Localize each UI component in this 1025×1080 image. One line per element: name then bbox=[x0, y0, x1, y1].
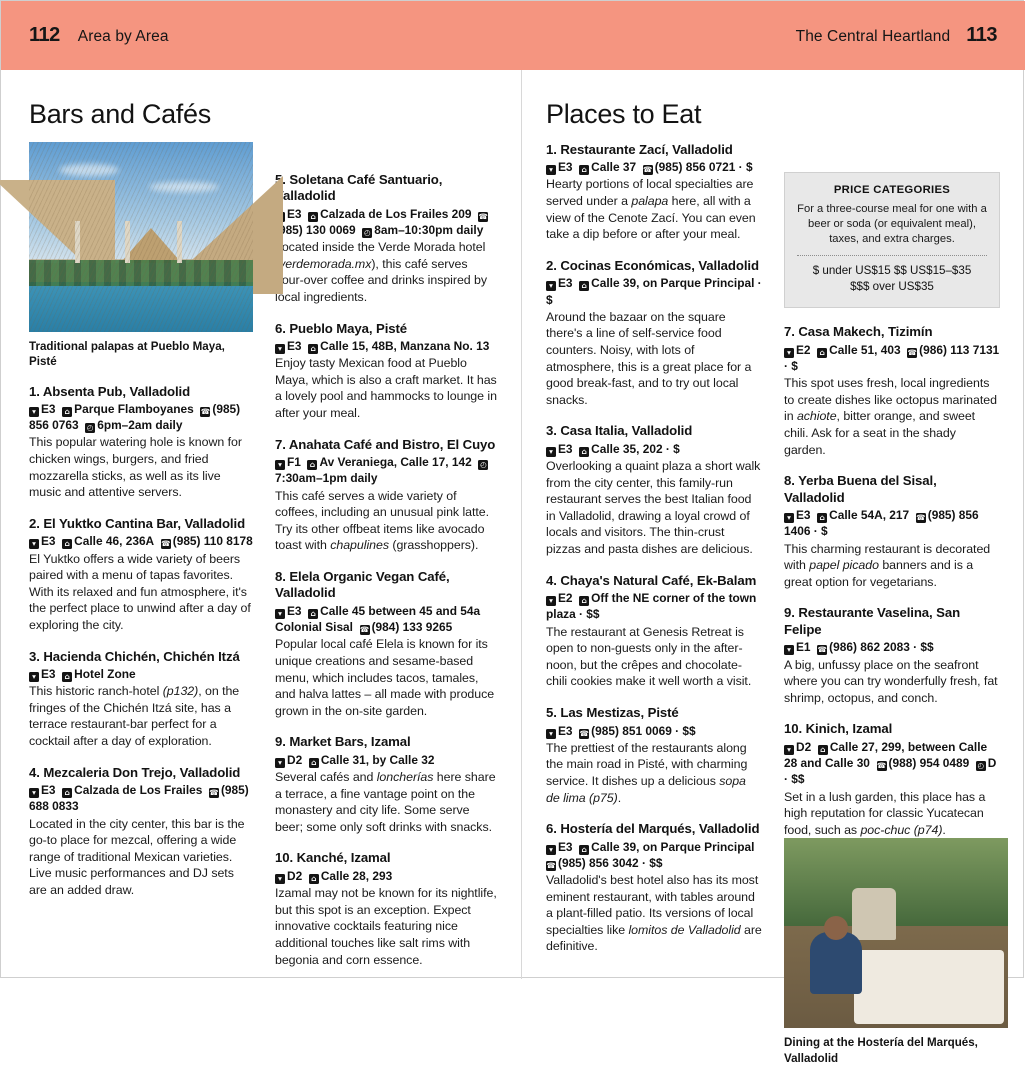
right-page bbox=[546, 70, 1001, 1065]
listing-title: 1. Restaurante Zací, Valladolid bbox=[546, 141, 733, 157]
listing-title: 8. Yerba Buena del Sisal, Valladolid bbox=[784, 473, 937, 505]
left-running-title: Area by Area bbox=[77, 28, 169, 45]
fountain-shape bbox=[852, 888, 896, 940]
listing-title: 5. Soletana Café Santuario, Valladolid bbox=[275, 171, 443, 204]
map-pin-icon: ▾ bbox=[546, 165, 556, 175]
listing-entry bbox=[29, 516, 253, 634]
left-column-two bbox=[275, 142, 499, 969]
listing-description: The prettiest of the restaurants along the main road in Pisté, with charming service. It dishes up a delicious sopa de lima (p75). bbox=[546, 740, 748, 805]
phone-icon: ☎ bbox=[161, 539, 171, 549]
palapas-photo bbox=[29, 142, 253, 332]
listing-meta-text: E3 bbox=[558, 723, 580, 738]
left-page-number: 112 bbox=[29, 24, 60, 46]
listing-title: 10. Kanché, Izamal bbox=[275, 850, 391, 866]
listing-meta bbox=[546, 275, 762, 307]
listing-meta bbox=[275, 206, 499, 238]
listing-meta-text: Parque Flamboyanes bbox=[74, 402, 201, 416]
listing-entry bbox=[546, 142, 762, 243]
address-icon: ⌂ bbox=[308, 344, 318, 354]
left-columns bbox=[29, 142, 499, 969]
right-running-title: The Central Heartland bbox=[795, 28, 951, 45]
listing-entry bbox=[546, 573, 762, 690]
listing-title: 2. Cocinas Económicas, Valladolid bbox=[546, 257, 759, 273]
header-left-group bbox=[29, 24, 169, 47]
listing-entry bbox=[29, 384, 253, 501]
address-icon: ⌂ bbox=[579, 281, 589, 291]
listing-description: This café serves a wide variety of coffees, including an unusual pink latte. Try its other offbeat items like avocado toast with chapulines (grasshoppers). bbox=[275, 488, 490, 553]
listing-meta-text: (986) 113 7131 · $ bbox=[784, 342, 1000, 373]
dining-table bbox=[854, 950, 1004, 1024]
listing-title: 3. Casa Italia, Valladolid bbox=[546, 423, 693, 439]
right-column-one bbox=[546, 142, 762, 955]
listing-meta-text: Av Veraniega, Calle 17, 142 bbox=[319, 455, 479, 470]
listing-meta-text: 7:30am–1pm daily bbox=[275, 471, 378, 486]
right-columns bbox=[546, 142, 1001, 1080]
listing-description: A big, unfussy place on the seafront where you can try wonderfully fresh, fat shrimp, octopus, and conch. bbox=[784, 657, 998, 705]
listing-meta bbox=[546, 839, 762, 871]
page-body bbox=[1, 70, 1025, 1065]
listing-meta-text: 8am–10:30pm daily bbox=[374, 222, 484, 237]
listing-meta-text: E3 bbox=[287, 603, 309, 618]
map-pin-icon: ▾ bbox=[29, 672, 39, 682]
listing-entry bbox=[275, 734, 499, 835]
listing-meta-text: E3 bbox=[558, 276, 580, 291]
listing-meta bbox=[546, 723, 762, 739]
right-section-title: Places to Eat bbox=[546, 99, 702, 129]
listing-entry bbox=[275, 321, 499, 422]
bars-listing-column-two bbox=[275, 172, 499, 969]
listing-meta bbox=[784, 639, 1000, 655]
listing-title: 9. Market Bars, Izamal bbox=[275, 734, 411, 750]
listing-meta-text: Calle 39, on Parque Principal · $ bbox=[546, 276, 762, 307]
listing-meta bbox=[546, 441, 762, 457]
map-pin-icon: ▾ bbox=[275, 758, 285, 768]
thatch-texture bbox=[29, 142, 253, 332]
listing-meta-text: Calle 39, on Parque Principal bbox=[591, 839, 758, 854]
map-pin-icon: ▾ bbox=[546, 281, 556, 291]
listing-description: The restaurant at Genesis Retreat is open to non-guests only in the after-noon, but the crêpes and chocolate-chili cookies make it well worth a visit. bbox=[546, 624, 752, 689]
address-icon: ⌂ bbox=[579, 845, 589, 855]
address-icon: ⌂ bbox=[62, 672, 72, 682]
listing-entry bbox=[546, 821, 762, 955]
price-categories-box bbox=[784, 172, 1000, 309]
listing-entry bbox=[275, 850, 499, 968]
phone-icon: ☎ bbox=[579, 728, 589, 738]
listing-meta-text: (985) 856 3042 · $$ bbox=[558, 855, 663, 870]
map-pin-icon: ▾ bbox=[275, 874, 285, 884]
address-icon: ⌂ bbox=[579, 596, 589, 606]
listing-entry bbox=[275, 437, 499, 554]
listing-description: Set in a lush garden, this place has a high reputation for classic Yucatecan food, such as poc-chuc (p74). bbox=[784, 789, 986, 837]
phone-icon: ☎ bbox=[546, 860, 556, 870]
listing-meta-text: D2 bbox=[287, 868, 309, 883]
eat-listing-column-one bbox=[546, 142, 762, 955]
patio-greenery bbox=[784, 838, 1008, 925]
address-icon: ⌂ bbox=[817, 348, 827, 358]
listing-meta-text: Calle 45 between 45 and 54a Colonial Sisal bbox=[275, 603, 481, 635]
address-icon: ⌂ bbox=[309, 874, 319, 884]
listing-entry bbox=[29, 649, 253, 750]
map-pin-icon: ▾ bbox=[29, 407, 39, 417]
phone-icon: ☎ bbox=[876, 761, 887, 771]
phone-icon: ☎ bbox=[478, 211, 488, 221]
left-page bbox=[29, 70, 499, 979]
listing-title: 6. Pueblo Maya, Pisté bbox=[275, 320, 408, 336]
map-pin-icon: ▾ bbox=[784, 513, 794, 523]
listing-meta-text: 6pm–2am daily bbox=[97, 418, 183, 433]
price-box-tier-two: $$$ over US$35 bbox=[850, 279, 934, 293]
listing-meta-text: E3 bbox=[41, 667, 63, 682]
listing-meta-text: E2 bbox=[796, 342, 818, 357]
listing-description: Enjoy tasty Mexican food at Pueblo Maya, which is also a craft market. It has a lovely pool and hammocks to lounge in after your meal. bbox=[275, 356, 497, 421]
clock-icon: ◴ bbox=[977, 761, 985, 771]
listing-description: This charming restaurant is decorated with papel picado banners and is a great option for vegetarians. bbox=[784, 541, 991, 589]
bars-listing-column-one bbox=[29, 384, 253, 899]
map-pin-icon: ▾ bbox=[29, 788, 39, 798]
listing-description: Izamal may not be known for its nightlife, but this spot is an exception. Expect innovative cocktails featuring nice additional touches like salt rims with begonia and corn essence. bbox=[275, 886, 497, 967]
listing-meta bbox=[29, 401, 253, 433]
listing-title: 9. Restaurante Vaselina, San Felipe bbox=[784, 605, 961, 637]
map-pin-icon: ▾ bbox=[275, 344, 285, 354]
clock-icon: ◴ bbox=[86, 423, 94, 433]
listing-meta-text: (984) 133 9265 bbox=[371, 620, 453, 635]
address-icon: ⌂ bbox=[62, 788, 72, 798]
listing-meta-text: Hotel Zone bbox=[74, 667, 136, 682]
map-pin-icon: ▾ bbox=[784, 745, 794, 755]
diner-figure bbox=[810, 932, 862, 994]
listing-description: Located inside the Verde Morada hotel (verdemorada.mx), this café serves pour-over coffee and drinks inspired by local ingredients. bbox=[275, 240, 488, 304]
phone-icon: ☎ bbox=[359, 625, 370, 635]
address-icon: ⌂ bbox=[309, 758, 319, 768]
header-right-group bbox=[796, 24, 997, 47]
listing-entry bbox=[546, 258, 762, 409]
listing-description: Popular local café Elela is known for its unique creations and sesame-based menu, which includes tacos, tamales, and halva lattes – all made with produce grown in the on-site garden. bbox=[275, 637, 495, 718]
listing-meta-text: (985) 110 8178 bbox=[172, 534, 253, 549]
address-icon: ⌂ bbox=[62, 407, 72, 417]
listing-description: This historic ranch-hotel (p132), on the fringes of the Chichén Itzá site, has a terrace restaurant-bar perfect for a cocktail after a day of exploration. bbox=[29, 684, 240, 749]
listing-meta-text: E3 bbox=[41, 783, 63, 798]
listing-meta bbox=[784, 739, 1000, 788]
listing-meta-text: (986) 862 2083 · $$ bbox=[829, 640, 934, 655]
address-icon: ⌂ bbox=[579, 447, 589, 457]
listing-description: El Yuktko offers a wide variety of beers paired with a menu of tapas favorites. With its relaxed and fun atmosphere, it's the perfect place to unwind after a day of exploring the city. bbox=[29, 551, 251, 632]
price-box-tier-one: $ under US$15 $$ US$15–$35 bbox=[812, 264, 972, 278]
listing-meta-text: D2 bbox=[796, 739, 818, 754]
listing-meta-text: E3 bbox=[558, 839, 580, 854]
listing-meta-text: E3 bbox=[796, 508, 818, 523]
listing-meta-text: Calle 37 bbox=[591, 160, 643, 175]
map-pin-icon: ▾ bbox=[275, 609, 285, 619]
listing-meta-text: E3 bbox=[287, 206, 309, 221]
listing-title: 4. Mezcaleria Don Trejo, Valladolid bbox=[29, 764, 241, 780]
listing-meta bbox=[784, 507, 1000, 539]
listing-title: 8. Elela Organic Vegan Café, Valladolid bbox=[275, 568, 450, 601]
listing-meta-text: Calle 27, 299, between Calle 28 and Calle 30 bbox=[784, 739, 988, 771]
listing-meta-text: E3 bbox=[558, 160, 580, 175]
left-column-one bbox=[29, 142, 253, 899]
listing-title: 1. Absenta Pub, Valladolid bbox=[29, 383, 191, 399]
listing-meta-text: (985) 688 0833 bbox=[29, 783, 249, 814]
listing-meta bbox=[29, 782, 253, 814]
listing-title: 2. El Yuktko Cantina Bar, Valladolid bbox=[29, 515, 246, 531]
listing-meta-text: Calle 35, 202 · $ bbox=[591, 441, 680, 456]
map-pin-icon: ▾ bbox=[546, 845, 556, 855]
price-box-title: PRICE CATEGORIES bbox=[833, 183, 951, 196]
listing-description: Several cafés and loncherías here share a terrace, a fine vantage point on the monastery and city life. Some serve beer; some only soft drinks with snacks. bbox=[275, 770, 496, 834]
listing-entry bbox=[784, 721, 1000, 838]
map-pin-icon: ▾ bbox=[29, 539, 39, 549]
map-pin-icon: ▾ bbox=[784, 645, 794, 655]
listing-meta-text: (985) 130 0069 bbox=[275, 222, 363, 237]
listing-title: 5. Las Mestizas, Pisté bbox=[546, 705, 679, 720]
listing-entry bbox=[784, 605, 1000, 706]
listing-meta-text: F1 bbox=[287, 455, 308, 470]
listing-title: 6. Hostería del Marqués, Valladolid bbox=[546, 821, 760, 837]
listing-title: 7. Casa Makech, Tizimín bbox=[784, 324, 933, 340]
listing-description: Hearty portions of local specialties are served under a palapa here, all with a view of the Cenote Zací. You can even take a dip before or after your meal. bbox=[546, 177, 756, 242]
map-pin-icon: ▾ bbox=[275, 460, 285, 470]
listing-entry bbox=[784, 473, 1000, 590]
listing-meta bbox=[275, 752, 499, 768]
clock-icon: ◴ bbox=[363, 227, 371, 237]
listing-meta-text: E3 bbox=[41, 402, 63, 416]
map-pin-icon: ▾ bbox=[275, 212, 285, 222]
listing-meta-text: Calle 31, by Calle 32 bbox=[320, 752, 435, 767]
listing-description: This popular watering hole is known for chicken wings, burgers, and fried mozzarella sticks, as well as its live music and attentive servers. bbox=[29, 435, 242, 500]
listing-meta-text: Calle 15, 48B, Manzana No. 13 bbox=[320, 339, 490, 353]
listing-title: 3. Hacienda Chichén, Chichén Itzá bbox=[29, 648, 240, 664]
map-pin-icon: ▾ bbox=[546, 447, 556, 457]
listing-meta bbox=[784, 342, 1000, 374]
address-icon: ⌂ bbox=[817, 513, 827, 523]
phone-icon: ☎ bbox=[907, 347, 917, 357]
phone-icon: ☎ bbox=[916, 513, 926, 523]
listing-meta-text: E2 bbox=[558, 591, 580, 606]
listing-meta-text: Calle 28, 293 bbox=[320, 868, 393, 883]
address-icon: ⌂ bbox=[579, 165, 589, 175]
address-icon: ⌂ bbox=[62, 539, 72, 549]
phone-icon: ☎ bbox=[209, 788, 219, 798]
listing-meta bbox=[275, 454, 499, 486]
right-page-number: 113 bbox=[966, 24, 997, 46]
listing-meta-text: (985) 856 1406 · $ bbox=[784, 508, 979, 539]
listing-title: 4. Chaya's Natural Café, Ek-Balam bbox=[546, 572, 757, 588]
listing-entry bbox=[275, 172, 499, 306]
listing-meta bbox=[275, 338, 499, 354]
listing-description: Located in the city center, this bar is the go-to place for mezcal, offering a wide range of traditional Mexican varieties. Live music performances and DJ sets are an added draw. bbox=[29, 816, 245, 897]
listing-meta bbox=[546, 590, 762, 622]
listing-meta bbox=[275, 603, 499, 635]
listing-meta-text: Calzada de Los Frailes bbox=[74, 783, 209, 798]
listing-meta-text: E3 bbox=[41, 534, 63, 549]
listing-meta-text: Calzada de Los Frailes 209 bbox=[320, 206, 479, 221]
phone-icon: ☎ bbox=[643, 165, 653, 175]
listing-description: Valladolid's best hotel also has its most eminent restaurant, with tables around a plant-filled patio. Its versions of local specialties like lomitos de Valladolid are definitive. bbox=[546, 873, 762, 954]
listing-meta-text: D2 bbox=[287, 752, 309, 767]
right-column-two bbox=[784, 142, 1000, 1080]
listing-meta bbox=[29, 533, 253, 549]
eat-listing-column-two bbox=[784, 324, 1000, 838]
listing-entry bbox=[546, 705, 762, 806]
price-box-divider bbox=[797, 255, 987, 256]
listing-meta-text: Calle 54A, 217 bbox=[829, 508, 916, 523]
listing-title: 10. Kinich, Izamal bbox=[784, 721, 893, 737]
running-header bbox=[1, 1, 1025, 70]
map-pin-icon: ▾ bbox=[546, 729, 556, 739]
listing-meta-text: (985) 856 0721 · $ bbox=[654, 160, 753, 175]
listing-entry bbox=[29, 765, 253, 899]
listing-entry bbox=[275, 569, 499, 719]
map-pin-icon: ▾ bbox=[784, 348, 794, 358]
left-section-title: Bars and Cafés bbox=[29, 99, 211, 129]
right-photo-caption: Dining at the Hostería del Marqués, Valladolid bbox=[784, 1036, 978, 1065]
dining-photo bbox=[784, 838, 1008, 1028]
listing-meta-text: E3 bbox=[558, 441, 580, 456]
listing-entry bbox=[784, 324, 1000, 458]
listing-title: 7. Anahata Café and Bistro, El Cuyo bbox=[275, 436, 496, 452]
listing-meta-text: E1 bbox=[796, 640, 818, 655]
left-photo-caption: Traditional palapas at Pueblo Maya, Pisté bbox=[29, 339, 225, 369]
phone-icon: ☎ bbox=[817, 645, 827, 655]
phone-icon: ☎ bbox=[200, 407, 211, 416]
clock-icon: ◴ bbox=[480, 460, 487, 470]
listing-description: Overlooking a quaint plaza a short walk from the city center, this family-run restaurant serves the best Italian food in Valladolid, drawing a loyal crowd of locals and visitors. The thin-crust pizzas and pasta dishes are delicious. bbox=[546, 459, 761, 557]
price-box-note: For a three-course meal for one with a beer or soda (or equivalent meal), taxes, and extra charges. bbox=[797, 202, 987, 245]
listing-meta-text: (985) 851 0069 · $$ bbox=[591, 723, 696, 738]
address-icon: ⌂ bbox=[308, 212, 318, 222]
address-icon: ⌂ bbox=[818, 745, 828, 755]
map-pin-icon: ▾ bbox=[546, 596, 556, 606]
listing-meta bbox=[275, 868, 499, 884]
listing-description: Around the bazaar on the square there's a line of self-service food counters. Noisy, with lots of atmosphere, this is a great place for a good break-fast, and to try out local snacks. bbox=[546, 309, 752, 407]
listing-meta-text: (988) 954 0489 bbox=[888, 756, 976, 771]
listing-meta bbox=[546, 159, 762, 175]
listing-entry bbox=[546, 423, 762, 557]
listing-meta-text: Calle 51, 403 bbox=[829, 342, 908, 357]
listing-description: This spot uses fresh, local ingredients to create dishes like octopus marinated in achiote, bitter orange, and sweet chili. Ask for a seat in the shady garden. bbox=[784, 376, 997, 457]
listing-meta-text: D · $$ bbox=[784, 756, 997, 787]
address-icon: ⌂ bbox=[308, 609, 318, 619]
listing-meta-text: Calle 46, 236A bbox=[74, 534, 161, 549]
listing-meta bbox=[29, 666, 253, 682]
listing-meta-text: E3 bbox=[287, 339, 309, 353]
listing-meta-text: Off the NE corner of the town plaza · $$ bbox=[546, 591, 757, 622]
listing-meta-text: (985) 856 0763 bbox=[29, 402, 241, 433]
address-icon: ⌂ bbox=[307, 460, 317, 470]
